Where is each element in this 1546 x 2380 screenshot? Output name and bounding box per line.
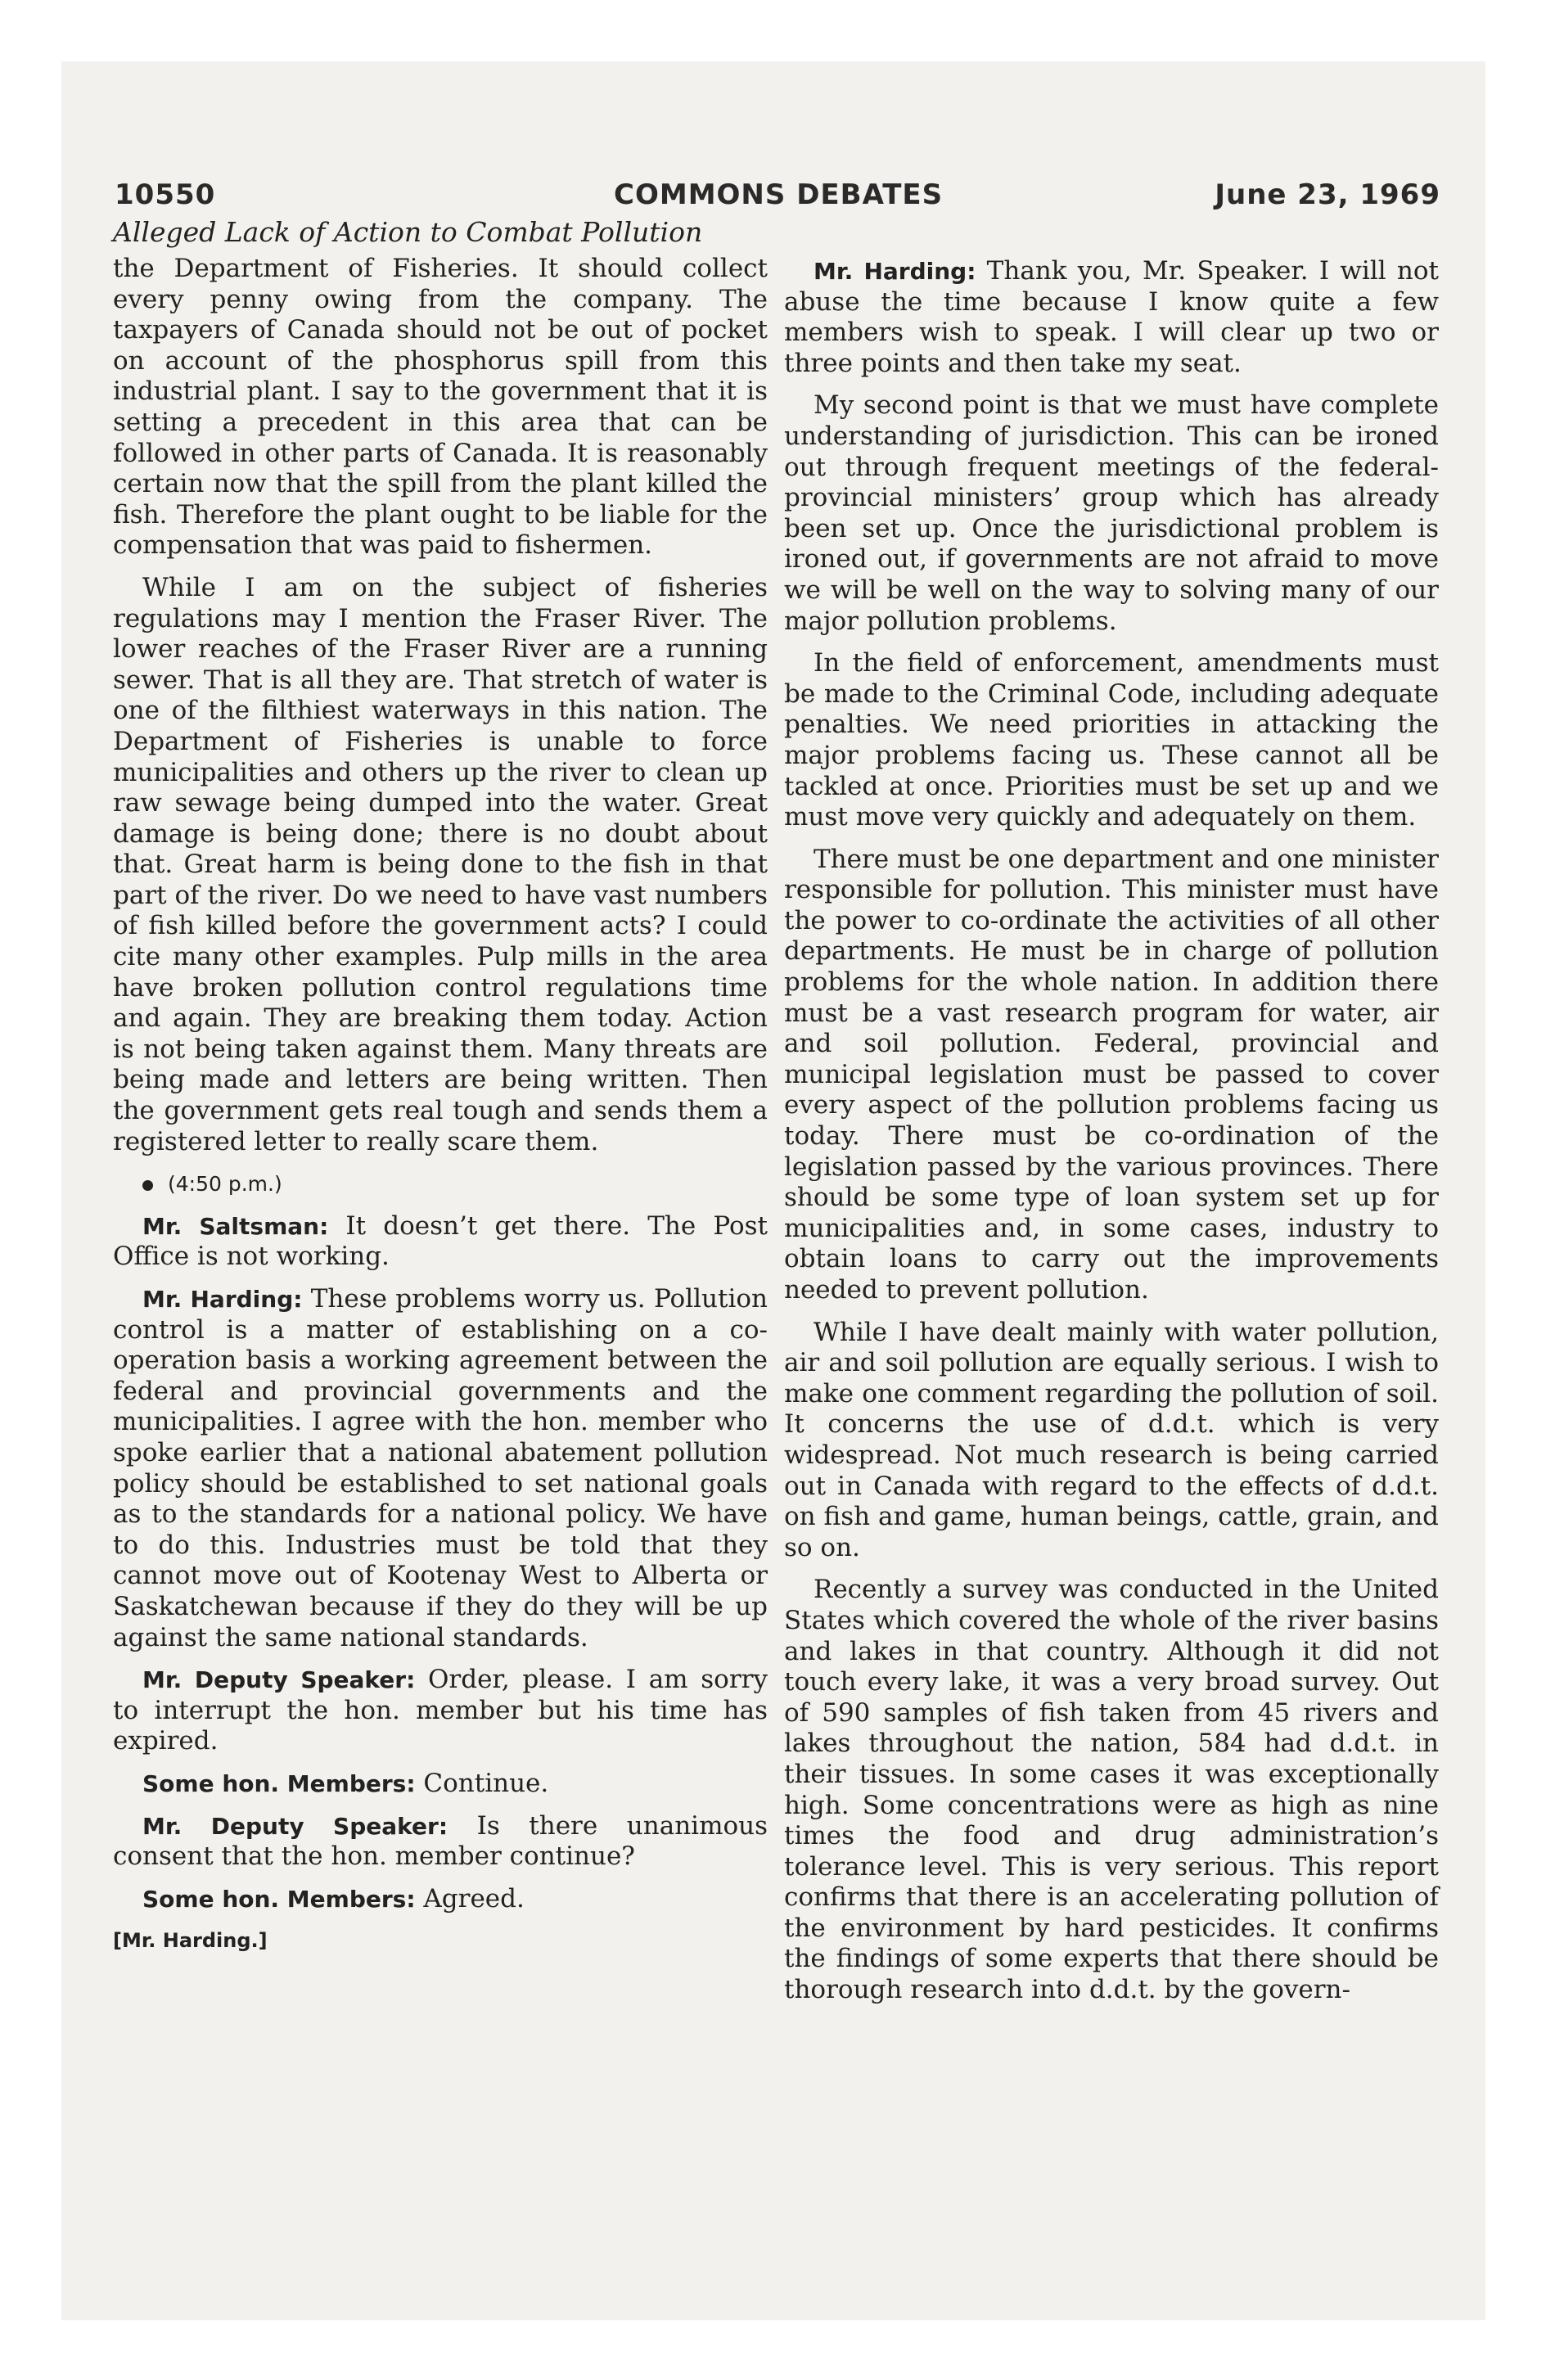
speaker-name: Mr. Deputy Speaker: xyxy=(142,1812,448,1840)
right-column xyxy=(784,256,1439,2017)
speech xyxy=(113,1811,768,1873)
speaker-name: Some hon. Members: xyxy=(142,1769,416,1797)
paragraph: the Department of Fisheries. It should collect every penny owing from the company. The taxpayers of Canada should not be out of pocket on account of the phosphorus spill from this industrial plant. I say to the government that it is setting a precedent in this area that can be followed in other parts of Canada. It is reasonably certain now that the spill from the plant killed the fish. Therefore the plant ought to be liable for the compensation that was paid to fishermen. xyxy=(113,254,768,561)
paragraph: While I am on the subject of fisheries regulations may I mention the Fraser River. The lower reaches of the Fraser River are a running sewer. That is all they are. That stretch of water is one of the filthiest waterways in this nation. The Department of Fisheries is unable to force municipalities and others up the river to clean up raw sewage being dumped into the water. Great damage is being done; there is no doubt about that. Great harm is being done to the fish in that part of the river. Do we need to have vast numbers of fish killed before the government acts? I could cite many other examples. Pulp mills in the area have broken pollution control regulations time and again. They are breaking them today. Action is not being taken against them. Many threats are being made and letters are being written. Then the government gets real tough and sends them a registered letter to really scare them. xyxy=(113,572,768,1156)
speech xyxy=(113,1284,768,1653)
speech-text: Order, please. I am sorry to interrupt the hon. member but his time has expired. xyxy=(113,1665,768,1756)
paragraph: Recently a survey was conducted in the United States which covered the whole of the river basins and lakes in that country. Although it did not touch every lake, it was a very broad survey. Out of 590 samples of fish taken from 45 rivers and lakes throughout the nation, 584 had d.d.t. in their tissues. In some cases it was exceptionally high. Some concentrations were as high as nine times the food and drug administration’s tolerance level. This is very serious. This report confirms that there is an accelerating pollution of the environment by hard pesticides. It confirms the findings of some experts that there should be thorough research into d.d.t. by the govern- xyxy=(784,1575,1439,2005)
speech-text: It doesn’t get there. The Post Office is not working. xyxy=(113,1210,768,1272)
paragraph: While I have dealt mainly with water pollution, air and soil pollution are equally serious. I wish to make one comment regarding the pollution of soil. It concerns the use of d.d.t. which is very widespread. Not much research is being carried out in Canada with regard to the effects of d.d.t. on fish and game, human beings, cattle, grain, and so on. xyxy=(784,1317,1439,1562)
paragraph: My second point is that we must have complete understanding of jurisdiction. This can be ironed out through frequent meetings of the federal-provincial ministers’ group which has already been set up. Once the jurisdictional problem is ironed out, if governments are not afraid to move we will be well on the way to solving many of our major pollution problems. xyxy=(784,390,1439,636)
speech xyxy=(784,256,1439,379)
publication-date: June 23, 1969 xyxy=(1215,178,1440,211)
speaker-tag: [Mr. Harding.] xyxy=(113,1929,268,1953)
page-number: 10550 xyxy=(115,178,216,211)
speech xyxy=(113,1211,768,1273)
left-column xyxy=(113,211,768,1957)
speech-text: Is there unanimous consent that the hon. member continue? xyxy=(113,1810,768,1872)
bullet-icon xyxy=(142,1180,153,1191)
speech xyxy=(113,1665,768,1757)
paragraph: In the field of enforcement, amendments must be made to the Criminal Code, including adequate penalties. We need priorities in attacking the major problems facing us. These cannot all be tackled at once. Priorities must be set up and we must move very quickly and adequately on them. xyxy=(784,648,1439,832)
time-text: (4:50 p.m.) xyxy=(168,1172,282,1197)
speech-text: These problems worry us. Pollution control is a matter of establishing on a co-operation basis a working agreement between the federal and provincial governments and the municipalities. I agree with the hon. member who spoke earlier that a national abatement pollution policy should be established to set national goals as to the standards for a national policy. We have to do this. Industries must be told that they cannot move out of Kootenay West to Alberta or Saskatchewan because if they do they will be up against the same national standards. xyxy=(113,1284,768,1652)
time-stamp xyxy=(113,1169,768,1200)
speech xyxy=(113,1769,768,1800)
speech xyxy=(113,1884,768,1915)
speaker-name: Mr. Harding: xyxy=(142,1286,303,1313)
publication-title: COMMONS DEBATES xyxy=(614,178,944,211)
speech-text: Continue. xyxy=(415,1768,549,1798)
speaker-name: Mr. Harding: xyxy=(814,258,976,285)
speech-text: Thank you, Mr. Speaker. I will not abuse the time because I know quite a few members wish to speak. I will clear up two or three points and then take my seat. xyxy=(784,256,1439,378)
speaker-name: Mr. Deputy Speaker: xyxy=(142,1666,416,1694)
subject-heading: Alleged Lack of Action to Combat Pollution xyxy=(113,216,703,248)
paragraph: There must be one department and one minister responsible for pollution. This minister must have the power to co-ordinate the activities of all other departments. He must be in charge of pollution problems for the whole nation. In addition there must be a vast research program for water, air and soil pollution. Federal, provincial and municipal legislation must be passed to cover every aspect of the pollution problems facing us today. There must be co-ordination of the legislation passed by the various provinces. There should be some type of loan system set up for municipalities and, in some cases, industry to obtain loans to carry out the improvements needed to prevent pollution. xyxy=(784,844,1439,1305)
speech-text: Agreed. xyxy=(415,1883,525,1913)
speaker-name: Mr. Saltsman: xyxy=(142,1212,329,1240)
speaker-name: Some hon. Members: xyxy=(142,1885,416,1913)
